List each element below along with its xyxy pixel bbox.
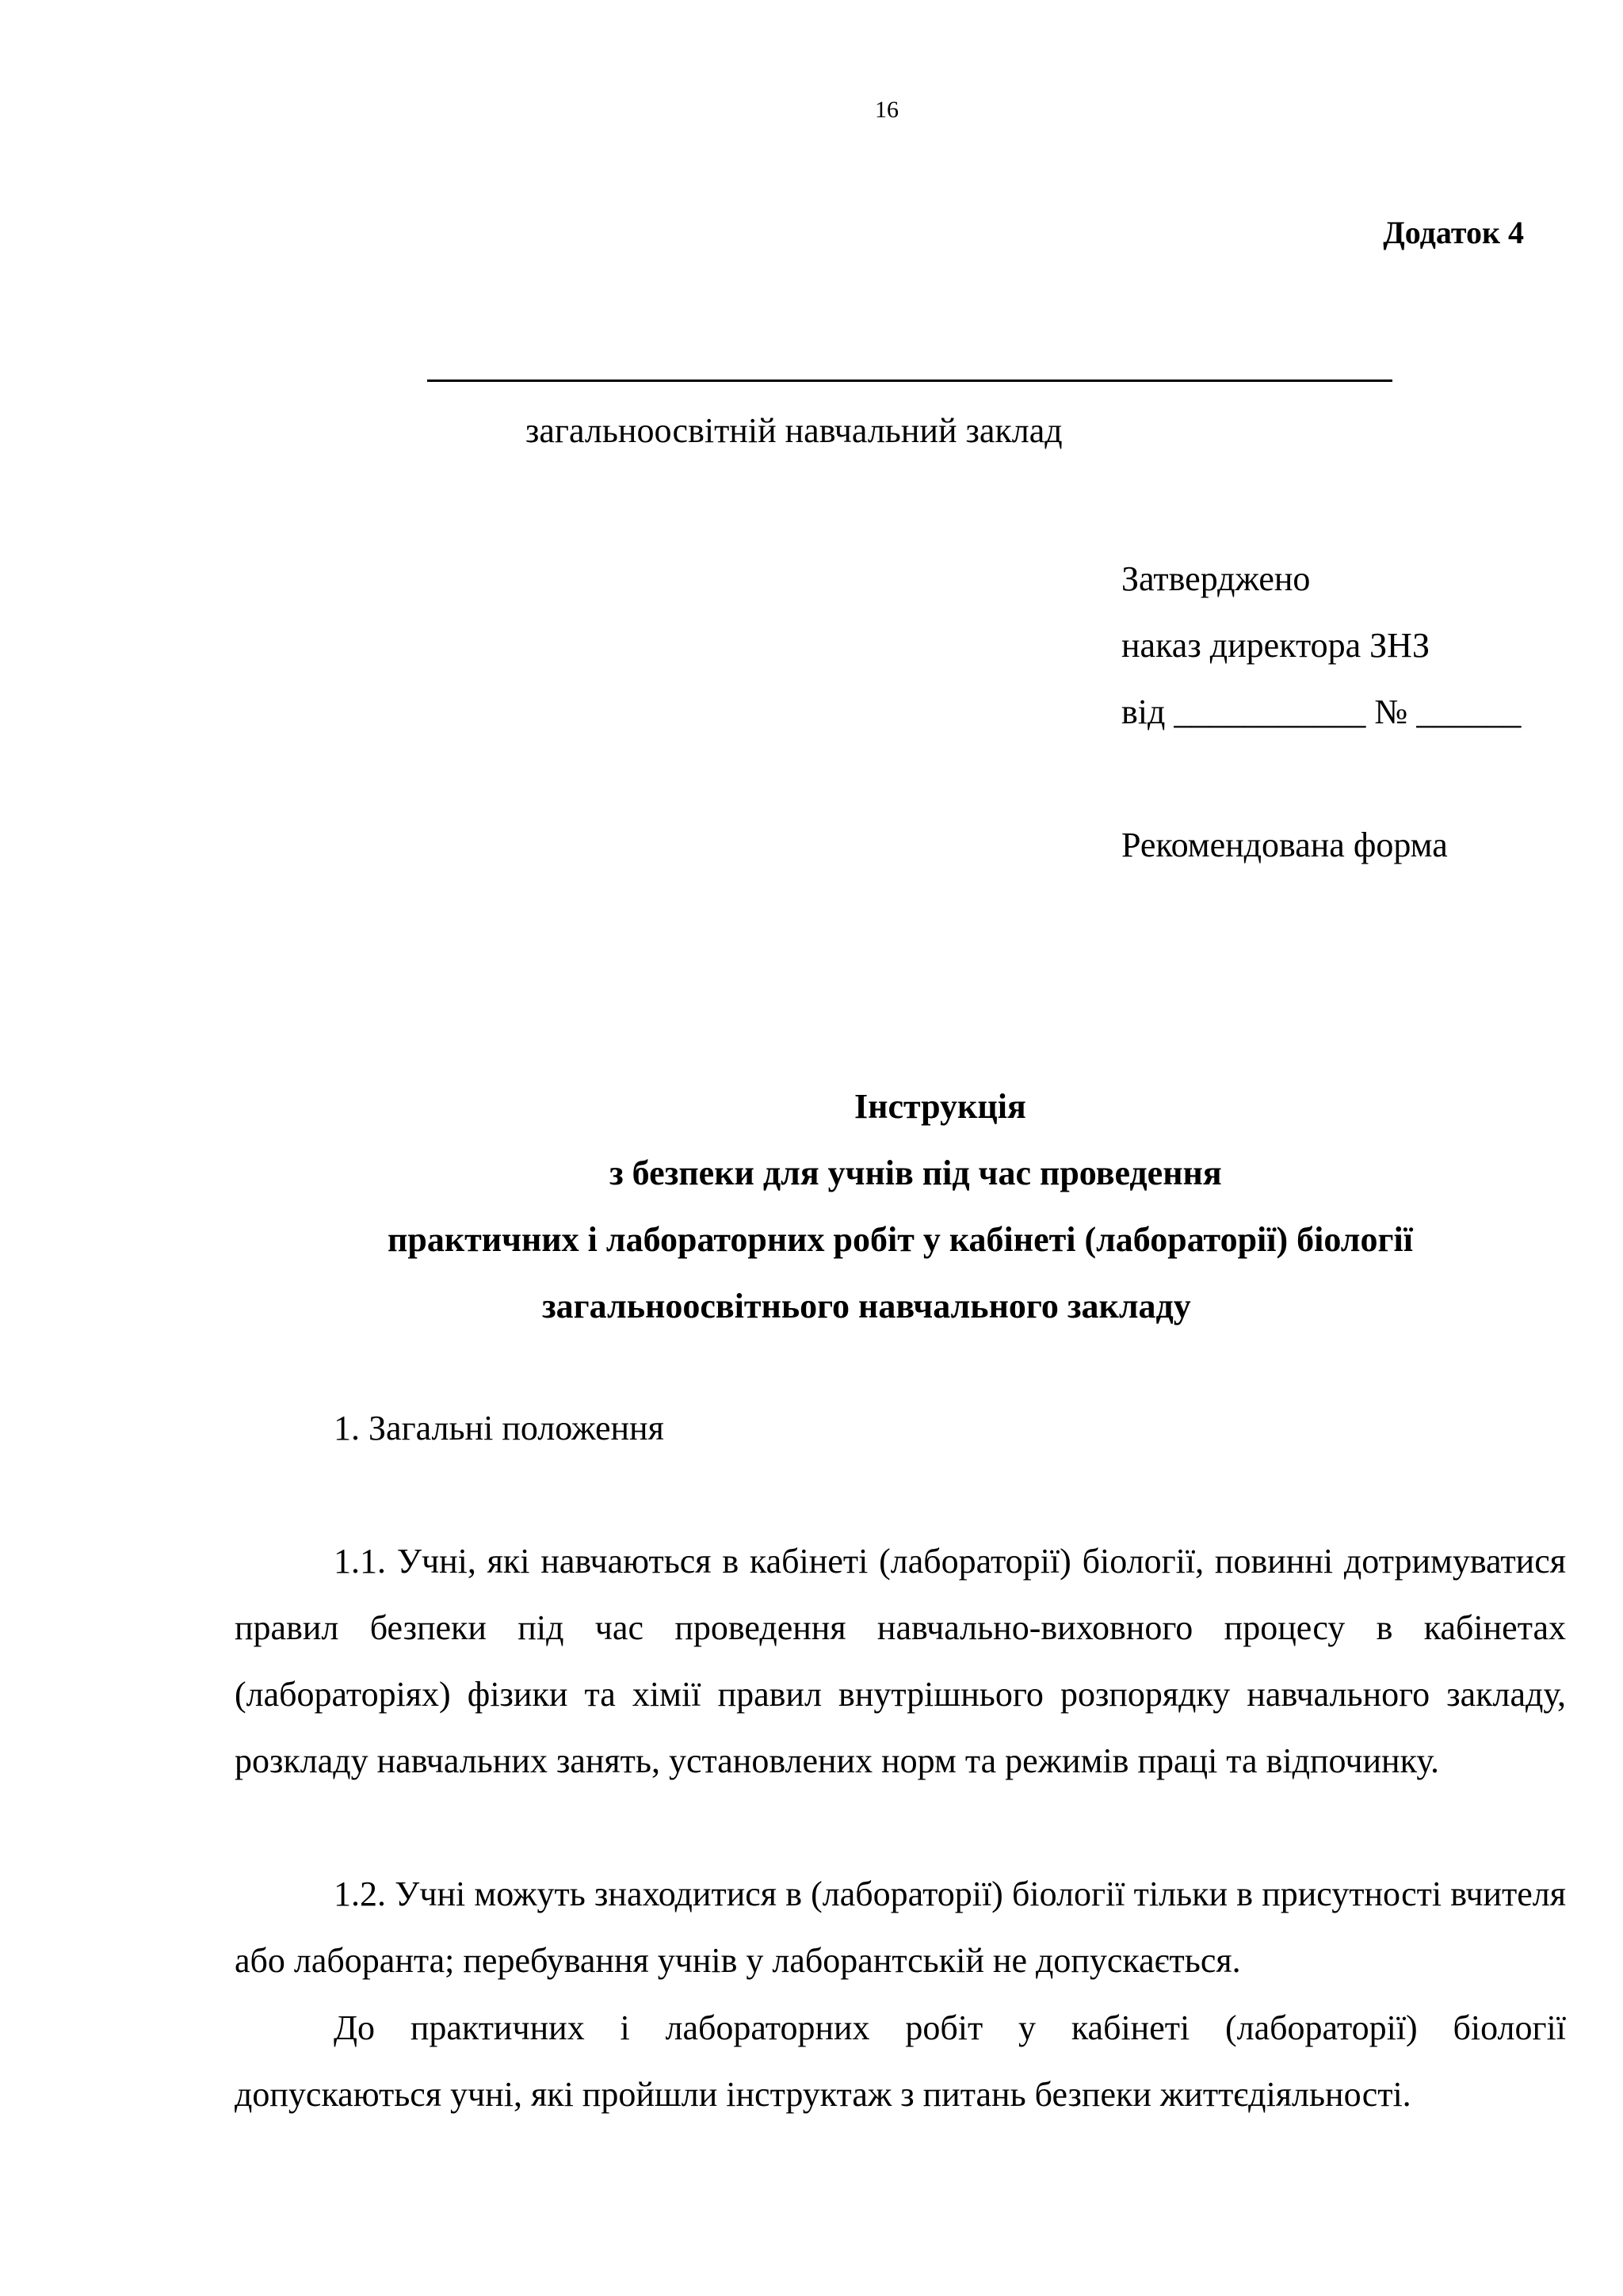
title-line-3: практичних і лабораторних робіт у кабінеті (лабораторії) біології xyxy=(388,1220,1413,1259)
appendix-label: Додаток 4 xyxy=(1383,215,1524,250)
title-line-4: загальноосвітнього навчального закладу xyxy=(542,1287,1191,1325)
approval-date-number: від ___________ № ______ xyxy=(1121,692,1522,731)
title-line-1: Інструкція xyxy=(854,1087,1026,1126)
paragraph-admission: До практичних і лабораторних робіт у кабінеті (лабораторії) біології допускаються учні, які пройшли інструктаж з питань безпеки життєдіяльності. xyxy=(235,2008,1566,2114)
institution-caption: загальноосвітній навчальний заклад xyxy=(525,411,1063,450)
approval-order: наказ директора ЗНЗ xyxy=(1121,626,1430,665)
title-line-2: з безпеки для учнів під час проведення xyxy=(609,1154,1222,1192)
approval-approved: Затверджено xyxy=(1121,559,1311,598)
page-number: 16 xyxy=(875,97,899,123)
paragraph-1-1: 1.1. Учні, які навчаються в кабінеті (лабораторії) біології, повинні дотримуватися правил безпеки під час проведення навчально-виховного процесу в кабінетах (лабораторіях) фізики та хімії правил внутрішнього розпорядку навчального закладу, розкладу навчальних занять, установлених норм та режимів праці та відпочинку. xyxy=(235,1542,1566,1780)
paragraph-1-2: 1.2. Учні можуть знаходитися в (лабораторії) біології тільки в присутності вчителя або лаборанта; перебування учнів у лаборантській не допускається. xyxy=(235,1875,1566,1980)
section-heading: 1. Загальні положення xyxy=(334,1409,664,1447)
approval-block xyxy=(1121,546,1521,879)
institution-name-blank-line xyxy=(427,379,1392,382)
recommended-form-label: Рекомендована форма xyxy=(1121,826,1448,864)
